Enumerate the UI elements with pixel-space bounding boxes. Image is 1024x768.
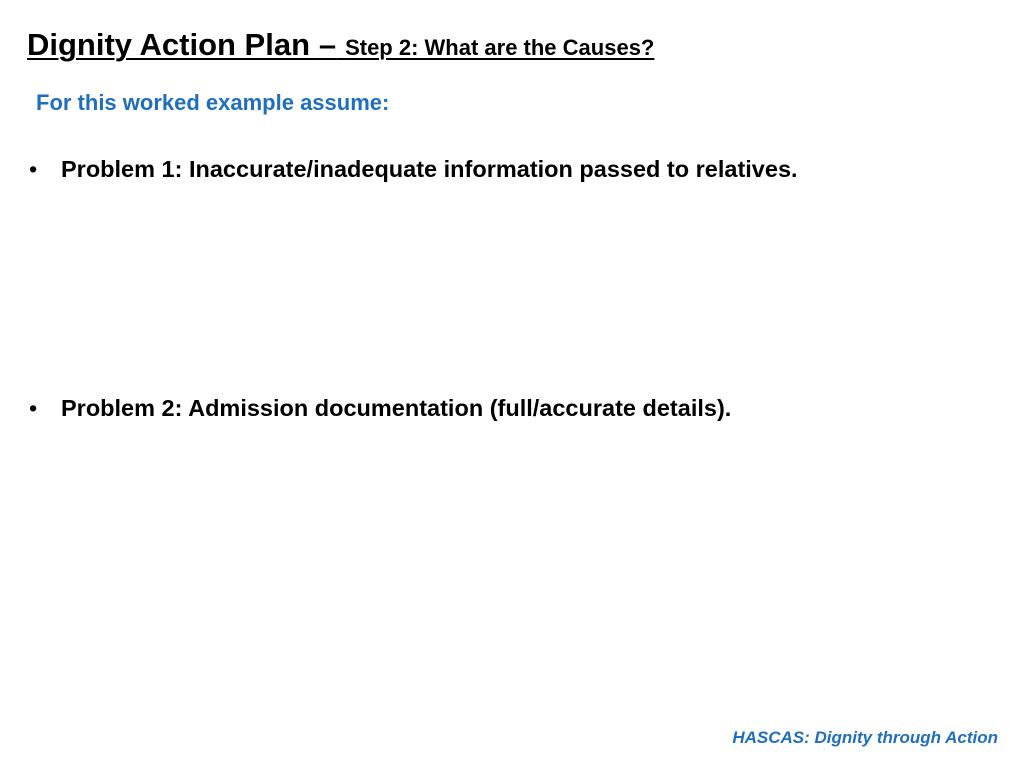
bullet-item-problem-2 [29,391,731,425]
slide-footer: HASCAS: Dignity through Action [732,728,998,747]
bullet-marker: • [29,395,38,421]
slide-title-main: Dignity Action Plan [27,27,311,62]
bullet-text: Problem 1: Inaccurate/inadequate information passed to relatives. [61,156,798,182]
slide-title-sub: Step 2: What are the Causes? [345,35,655,60]
slide-title [27,24,654,68]
bullet-item-problem-1 [29,152,798,186]
bullet-marker: • [29,156,38,182]
slide-title-dash: – [318,27,337,62]
bullet-text: Problem 2: Admission documentation (full/accurate details). [61,395,732,421]
slide-subtitle: For this worked example assume: [36,90,390,115]
